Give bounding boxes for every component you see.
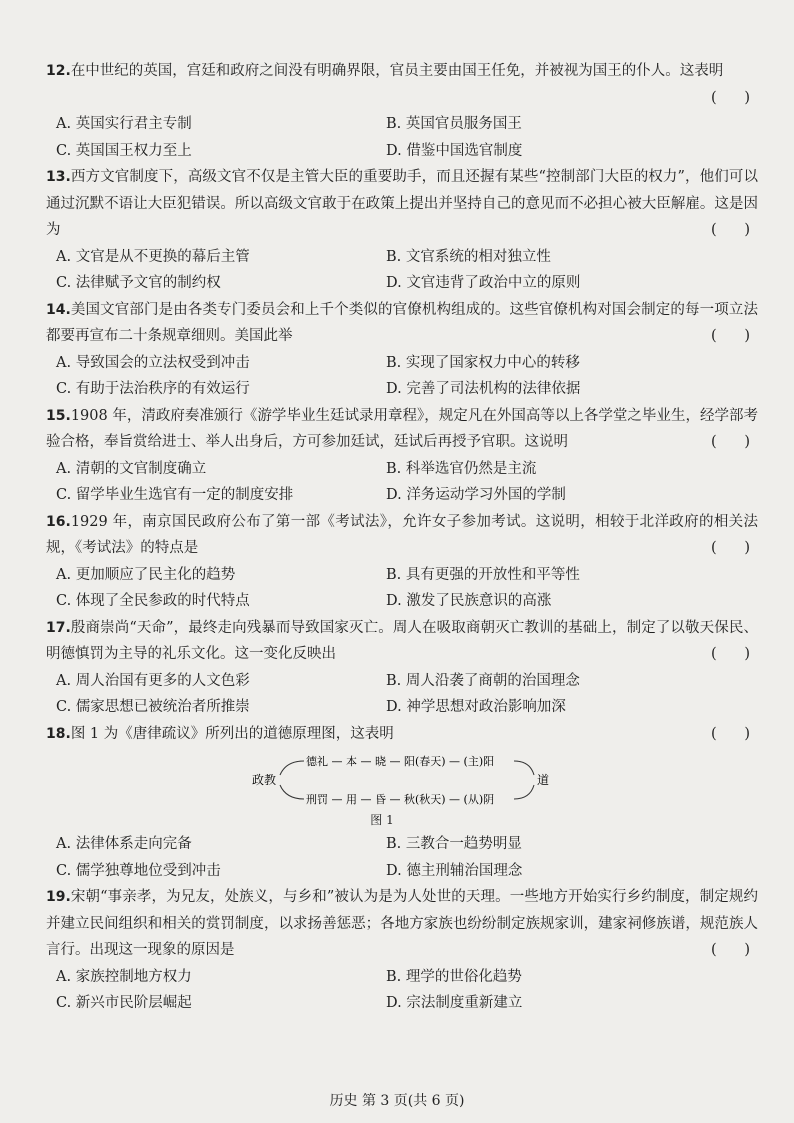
question-number: 13. [46,169,71,185]
answer-paren[interactable]: ( ) [711,434,750,450]
diagram-right-label: 道 [537,773,550,787]
question-stem: 在中世纪的英国，宫廷和政府之间没有明确界限，官员主要由国王任免，并被视为国王的仆人。这表明 [70,63,724,79]
answer-paren[interactable]: ( ) [711,646,750,662]
option-b[interactable]: B. 三教合一趋势明显 [386,836,522,852]
question-number: 17. [46,619,71,636]
option-d[interactable]: D. 洋务运动学习外国的学制 [386,487,566,503]
answer-paren[interactable]: ( ) [711,725,750,742]
option-d[interactable]: D. 完善了司法机构的法律依据 [386,381,581,397]
exam-page [46,58,758,1017]
diagram-left-label: 政教 [252,773,277,787]
option-a[interactable]: A. 家族控制地方权力 [56,968,192,985]
options [46,831,758,884]
question-stem: 1908 年，清政府奏准颁行《游学毕业生廷试录用章程》，规定凡在外国高等以上各学堂之毕业生，经学部考验合格，奉旨赏给进士、举人出身后，方可参加廷试，廷试后再授予官职。这说明 [46,407,758,450]
options [46,668,758,721]
option-a[interactable]: A. 导致国会的立法权受到冲击 [56,354,250,371]
option-d[interactable]: D. 宗法制度重新建立 [386,995,523,1011]
options [46,111,758,164]
question-stem: 美国文官部门是由各类专门委员会和上千个类似的官僚机构组成的。这些官僚机构对国会制定的每一项立法都要再宣布二十条规章细则。美国此举 [46,301,758,344]
question-stem: 图 1 为《唐律疏议》所列出的道德原理图，这表明 [70,725,394,742]
answer-paren[interactable]: ( ) [711,328,750,344]
diagram-upper-right-curve [514,761,534,775]
question-stem: 宋朝“事亲孝，为兄友，处族义，与乡和”被认为是为人处世的天理。一些地方开始实行乡约制度，制定规约并建立民间组织和相关的赏罚制度，以求扬善惩恶；各地方家族也纷纷制定族规家训，建家祠修族谱，规范族人言行。出现这一现象的原因是 [46,889,758,958]
diagram-upper-left-curve [280,761,304,775]
question-number: 12. [46,63,71,79]
diagram-top-chain: 德礼 — 本 — 晓 — 阳(春天) — (主)阳 [306,755,495,768]
option-b[interactable]: B. 具有更强的开放性和平等性 [386,566,580,583]
option-c[interactable]: C. 体现了全民参政的时代特点 [56,593,250,609]
question-14 [46,297,758,403]
page-footer: 历史 第 3 页(共 6 页) [329,1093,465,1109]
answer-paren[interactable]: ( ) [711,540,750,556]
option-a[interactable]: A. 法律体系走向完备 [56,836,192,852]
answer-paren[interactable]: ( ) [711,222,750,238]
diagram-svg [252,751,552,809]
question-number: 18. [46,725,71,742]
options [46,350,758,403]
option-d[interactable]: D. 德主刑辅治国理念 [386,862,523,879]
option-c[interactable]: C. 有助于法治秩序的有效运行 [56,381,250,397]
diagram-bottom-chain: 刑罚 — 用 — 昏 — 秋(秋天) — (从)阴 [306,793,495,806]
option-d[interactable]: D. 神学思想对政治影响加深 [386,699,566,715]
option-a[interactable]: A. 周人治国有更多的人文色彩 [56,672,250,689]
question-17 [46,615,758,721]
options [46,964,758,1017]
option-b[interactable]: B. 科举选官仍然是主流 [386,460,537,477]
question-number: 14. [46,301,71,318]
option-c[interactable]: C. 法律赋予文官的制约权 [56,275,221,291]
option-d[interactable]: D. 激发了民族意识的高涨 [386,593,552,609]
option-b[interactable]: B. 实现了国家权力中心的转移 [386,354,580,371]
option-c[interactable]: C. 英国国王权力至上 [56,142,192,159]
option-b[interactable]: B. 文官系统的相对独立性 [386,248,551,265]
option-a[interactable]: A. 更加顺应了民主化的趋势 [56,566,236,583]
option-b[interactable]: B. 理学的世俗化趋势 [386,968,522,985]
question-stem: 1929 年，南京国民政府公布了第一部《考试法》，允许女子参加考试。这说明，相较于北洋政府的相关法规，《考试法》的特点是 [46,513,758,556]
options [46,562,758,615]
option-a[interactable]: A. 英国实行君主专制 [56,116,192,132]
question-number: 15. [46,407,71,424]
option-b[interactable]: B. 英国官员服务国王 [386,116,522,132]
option-c[interactable]: C. 儒学独尊地位受到冲击 [56,862,221,879]
option-c[interactable]: C. 新兴市民阶层崛起 [56,995,192,1011]
question-18 [46,721,758,885]
option-d[interactable]: D. 文官违背了政治中立的原则 [386,275,581,291]
question-number: 16. [46,513,71,530]
answer-paren[interactable]: ( ) [711,942,750,958]
option-c[interactable]: C. 留学毕业生选官有一定的制度安排 [56,487,294,503]
question-12 [46,58,758,164]
diagram-lower-right-curve [514,785,534,799]
moral-principle-diagram [46,751,758,809]
question-15 [46,403,758,509]
option-d[interactable]: D. 借鉴中国选官制度 [386,142,523,159]
question-stem: 西方文官制度下，高级文官不仅是主管大臣的重要助手，而且还握有某些“控制部门大臣的权力”，他们可以通过沉默不语让大臣犯错误。所以高级文官敢于在政策上提出并坚持自己的意见而不必担心被大臣解雇。这是因为 [46,169,758,238]
option-a[interactable]: A. 文官是从不更换的幕后主管 [56,248,250,265]
options [46,456,758,509]
figure-caption: 图 1 [370,813,394,827]
question-13 [46,164,758,297]
question-number: 19. [46,889,71,905]
question-16 [46,509,758,615]
options [46,244,758,297]
option-c[interactable]: C. 儒家思想已被统治者所推崇 [56,699,250,715]
question-19 [46,884,758,1017]
diagram-lower-left-curve [280,785,304,799]
option-b[interactable]: B. 周人沿袭了商朝的治国理念 [386,672,580,689]
option-a[interactable]: A. 清朝的文官制度确立 [56,460,207,477]
question-stem: 殷商崇尚“天命”，最终走向残暴而导致国家灭亡。周人在吸取商朝灭亡教训的基础上，制定了以敬天保民、明德慎罚为主导的礼乐文化。这一变化反映出 [46,619,758,662]
answer-paren[interactable]: ( ) [711,89,750,106]
